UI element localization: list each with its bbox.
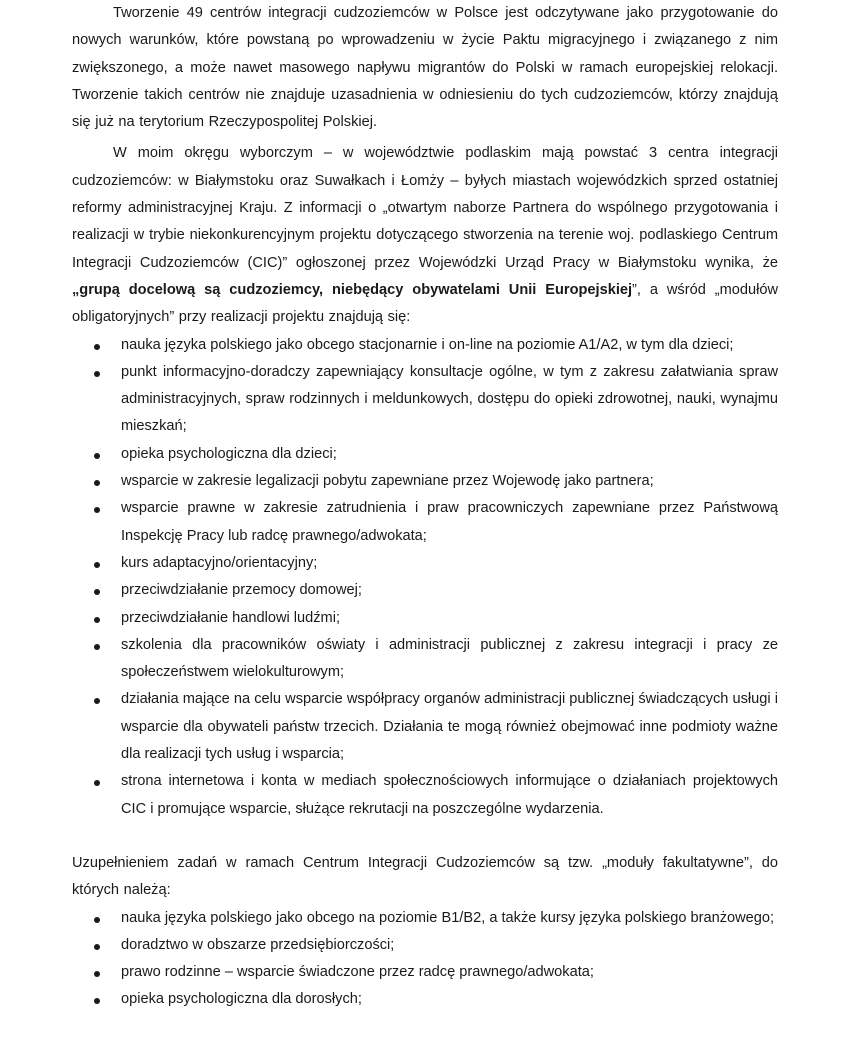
list-item-text: nauka języka polskiego jako obcego na poziomie B1/B2, a także kursy języka polskiego branżowego; bbox=[121, 909, 775, 926]
list-item bbox=[72, 468, 778, 495]
paragraph-podlaskie bbox=[72, 140, 778, 331]
list-item bbox=[72, 905, 778, 932]
optional-modules-list bbox=[72, 905, 778, 1014]
bullet-icon bbox=[94, 371, 100, 377]
bullet-icon bbox=[94, 944, 100, 950]
list-item bbox=[72, 332, 778, 359]
bullet-icon bbox=[94, 344, 100, 350]
list-item bbox=[72, 959, 778, 986]
list-item-text: działania mające na celu wsparcie współpracy organów administracji publicznej świadczących usługi i wsparcie dla obywateli państw trzecich. Działania te mogą również obejmować inne podmioty ważne dla realizacji tych usług i wsparcia; bbox=[121, 691, 778, 763]
list-item bbox=[72, 495, 778, 550]
list-item-text: przeciwdziałanie przemocy domowej; bbox=[121, 582, 362, 599]
paragraph-podlaskie-start: W moim okręgu wyborczym – w województwie podlaskim mają powstać 3 centra integracji cudzoziemców: w Białymstoku oraz Suwałkach i Łomży – byłych miastach wojewódzkich sprzed ostatniej reformy administracyjnej Kraju. Z informacji o „otwartym naborze Partnera do wspólnego przygotowania i realizacji w trybie niekonkurencyjnym projektu dotyczącego stworzenia na terenie woj. podlaskiego Centrum Integracji Cudzoziemców (CIC)” ogłoszonej przez Wojewódzki Urząd Pracy w Białymstoku wynika, że bbox=[72, 145, 778, 271]
list-item-text: prawo rodzinne – wsparcie świadczone przez radcę prawnego/adwokata; bbox=[121, 964, 594, 981]
bullet-icon bbox=[94, 998, 100, 1004]
list-item bbox=[72, 686, 778, 768]
list-item bbox=[72, 986, 778, 1013]
list-item bbox=[72, 768, 778, 823]
list-item-text: szkolenia dla pracowników oświaty i administracji publicznej z zakresu integracji i pracy ze społeczeństwem wielokulturowym; bbox=[121, 636, 778, 681]
paragraph-podlaskie-bold: „grupą docelową są cudzoziemcy, niebędący obywatelami Unii Europejskiej bbox=[72, 281, 633, 298]
list-item-text: kurs adaptacyjno/orientacyjny; bbox=[121, 554, 318, 571]
bullet-icon bbox=[94, 589, 100, 595]
list-item bbox=[72, 632, 778, 687]
list-item-text: opieka psychologiczna dla dzieci; bbox=[121, 445, 337, 462]
list-item bbox=[72, 441, 778, 468]
bullet-icon bbox=[94, 562, 100, 568]
bullet-icon bbox=[94, 453, 100, 459]
list-item bbox=[72, 577, 778, 604]
bullet-icon bbox=[94, 644, 100, 650]
document-page bbox=[72, 0, 778, 1014]
bullet-icon bbox=[94, 698, 100, 704]
list-item-text: strona internetowa i konta w mediach społecznościowych informujące o działaniach projektowych CIC i promujące wsparcie, służące rekrutacji na poszczególne wydarzenia. bbox=[121, 773, 778, 817]
paragraph-podlaskie-end: ”, a wśród „modułów obligatoryjnych” przy realizacji projektu znajdują się: bbox=[72, 281, 778, 326]
list-item bbox=[72, 359, 778, 441]
paragraph-optional-intro: Uzupełnieniem zadań w ramach Centrum Integracji Cudzoziemców są tzw. „moduły fakultatywne”, do których należą: bbox=[72, 854, 778, 899]
obligatory-modules-list bbox=[72, 332, 778, 823]
list-item-text: punkt informacyjno-doradczy zapewniający konsultacje ogólne, w tym z zakresu załatwiania spraw administracyjnych, spraw rodzinnych i meldunkowych, dostępu do opieki zdrowotnej, nauki, wynajmu mieszkań; bbox=[121, 363, 778, 435]
list-item bbox=[72, 550, 778, 577]
list-item-text: doradztwo w obszarze przedsiębiorczości; bbox=[121, 936, 395, 953]
bullet-icon bbox=[94, 507, 100, 513]
list-item-text: nauka języka polskiego jako obcego stacjonarnie i on-line na poziomie A1/A2, w tym dla dzieci; bbox=[121, 336, 734, 353]
bullet-icon bbox=[94, 971, 100, 977]
bullet-icon bbox=[94, 480, 100, 486]
list-item bbox=[72, 932, 778, 959]
bullet-icon bbox=[94, 780, 100, 786]
paragraph-intro: Tworzenie 49 centrów integracji cudzoziemców w Polsce jest odczytywane jako przygotowanie do nowych warunków, które powstaną po wprowadzeniu w życie Paktu migracyjnego i związanego z nim zwiększonego, a może nawet masowego napływu migrantów do Polski w ramach europejskiej relokacji. Tworzenie takich centrów nie znajduje uzasadnienia w odniesieniu do tych cudzoziemców, którzy znajdują się już na terytorium Rzeczypospolitej Polskiej. bbox=[72, 5, 778, 131]
list-item-text: wsparcie w zakresie legalizacji pobytu zapewniane przez Wojewodę jako partnera; bbox=[121, 473, 654, 490]
bullet-icon bbox=[94, 917, 100, 923]
list-item-text: przeciwdziałanie handlowi ludźmi; bbox=[121, 609, 341, 626]
list-item bbox=[72, 605, 778, 632]
bullet-icon bbox=[94, 617, 100, 623]
list-item-text: wsparcie prawne w zakresie zatrudnienia i praw pracowniczych zapewniane przez Państwową Inspekcję Pracy lub radcę prawnego/adwokata; bbox=[121, 500, 778, 544]
list-item-text: opieka psychologiczna dla dorosłych; bbox=[121, 991, 362, 1008]
